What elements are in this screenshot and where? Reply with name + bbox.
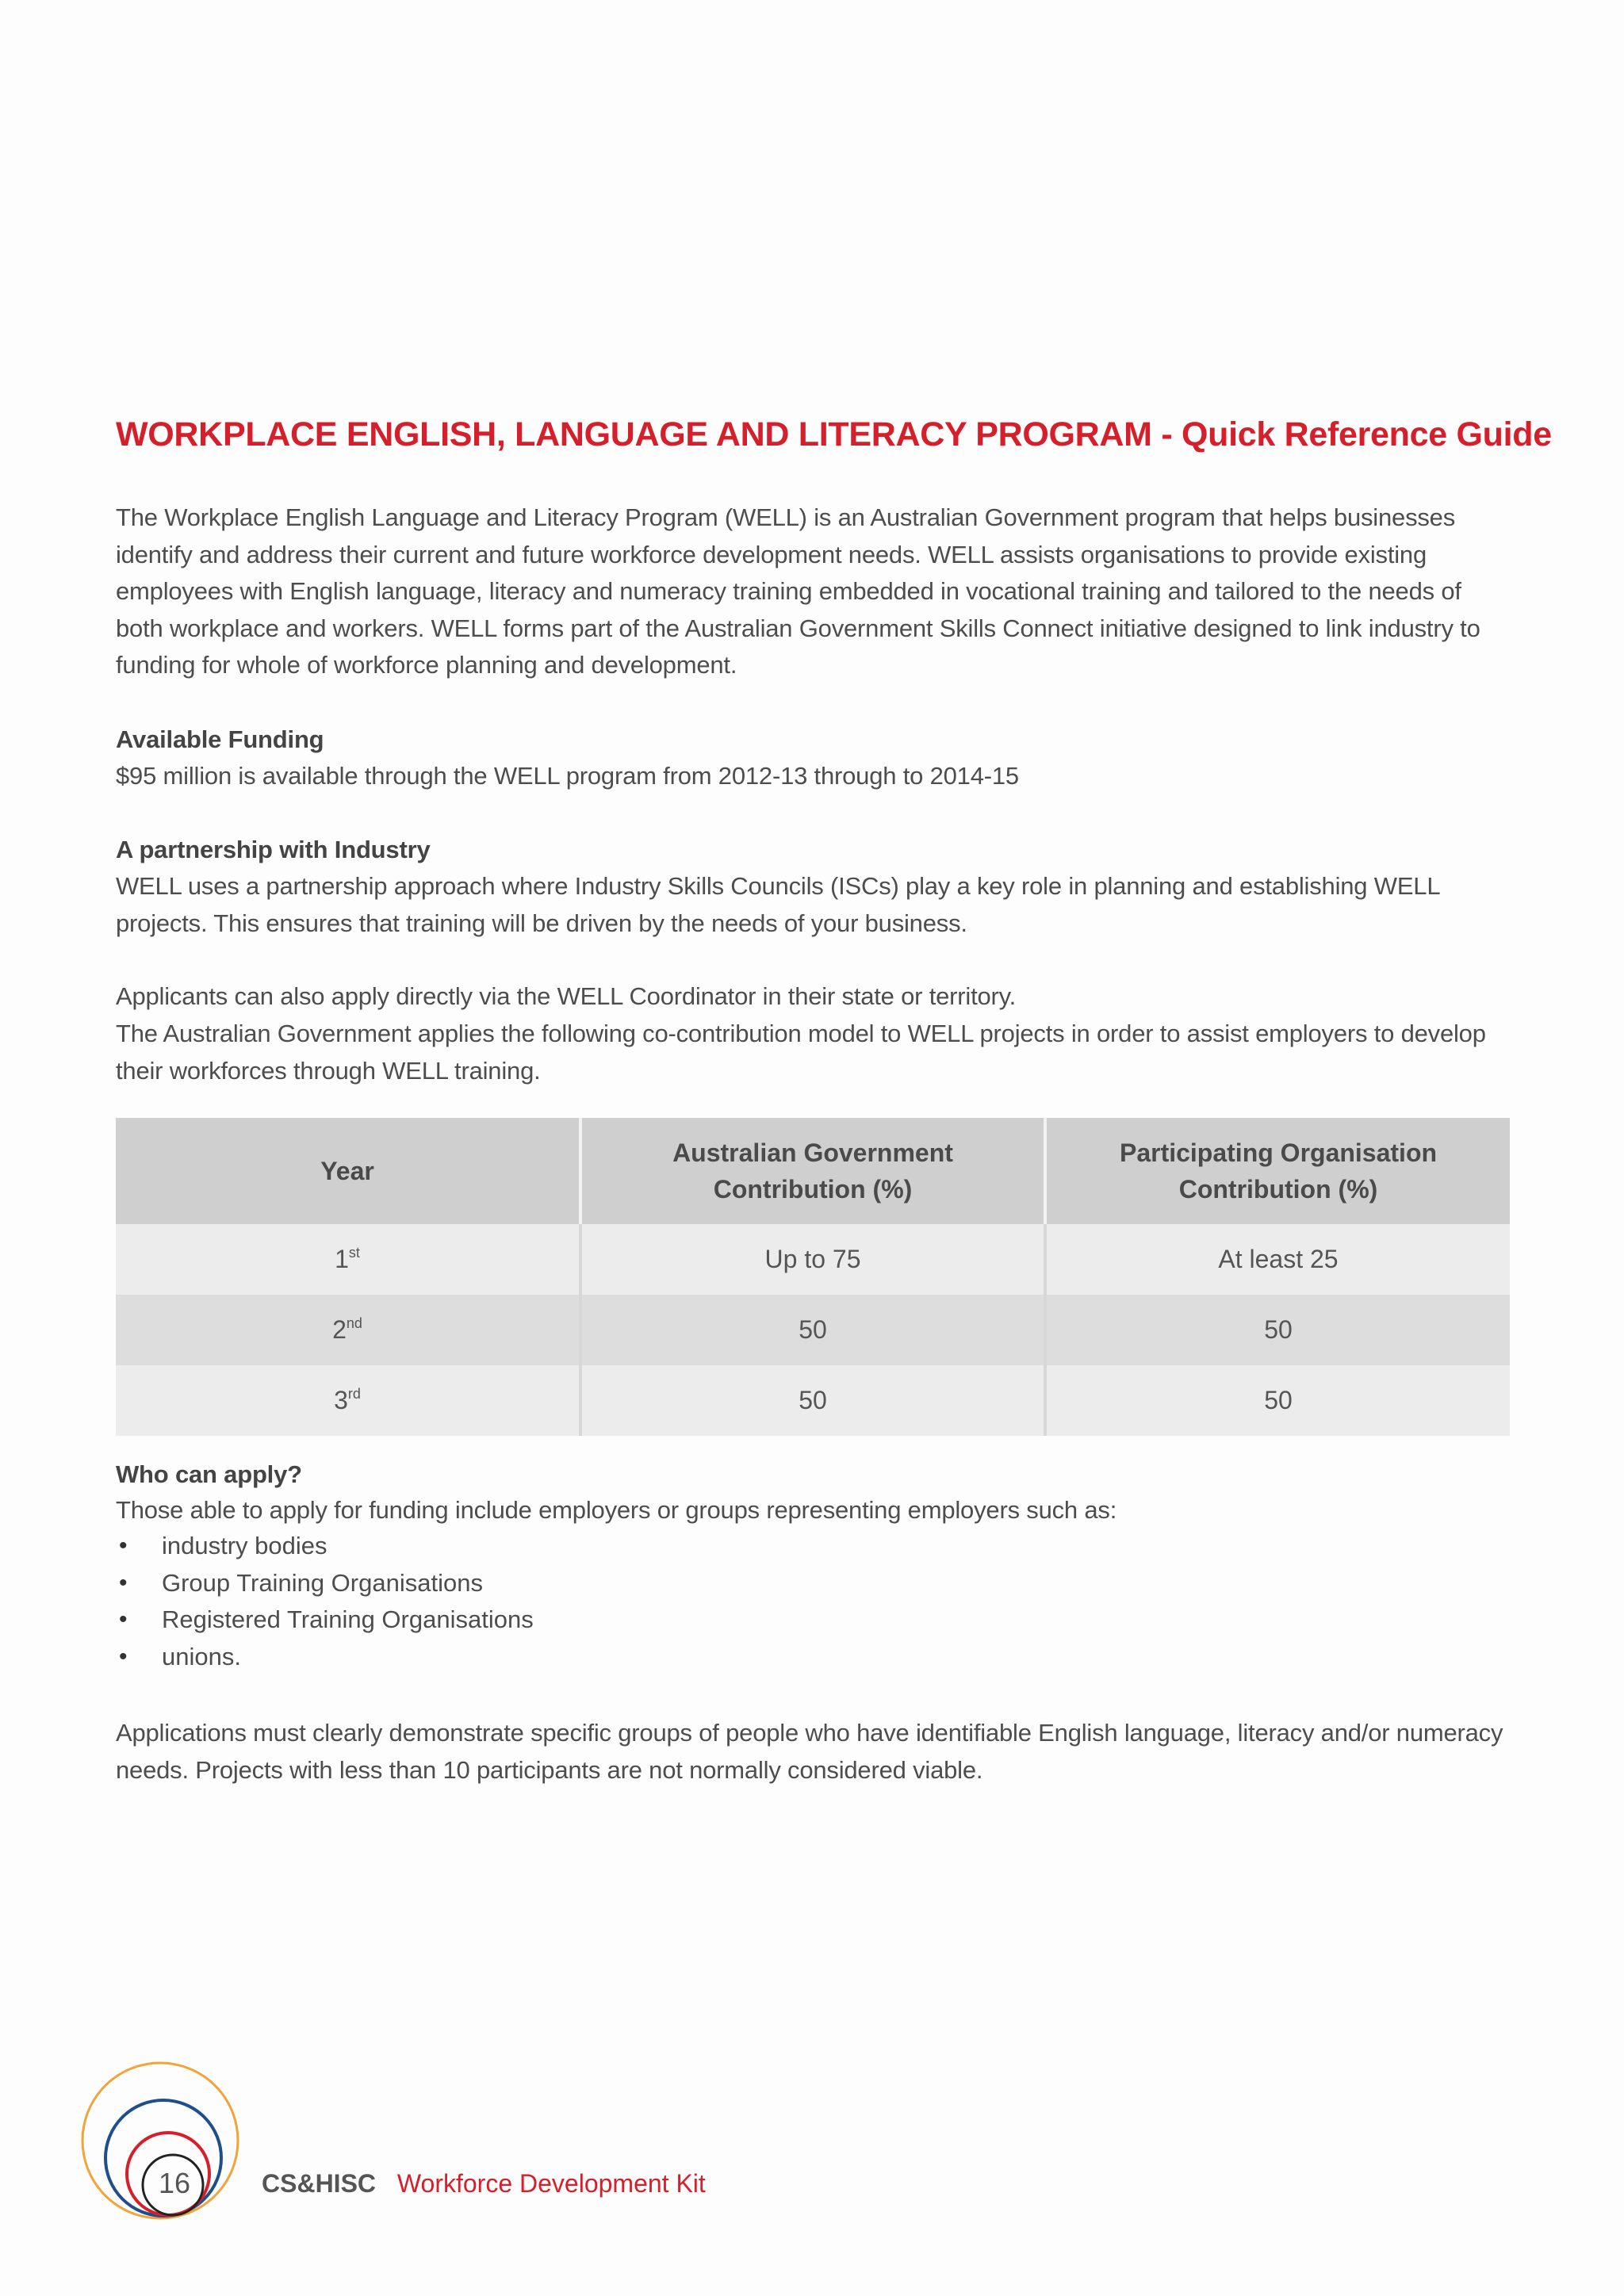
who-text: Those able to apply for funding include employers or groups representing employers such as: [116,1496,1117,1524]
table-row [116,1295,1510,1365]
table-row [116,1224,1510,1295]
funding-text: $95 million is available through the WELL program from 2012-13 through to 2014-15 [116,762,1019,790]
org-cell: At least 25 [1045,1224,1510,1295]
year-cell: 2nd [116,1295,580,1365]
header-gov-contribution: Australian Government Contribution (%) [580,1118,1045,1224]
gov-cell: 50 [580,1295,1045,1365]
list-item: • unions. [116,1639,534,1676]
year-cell: 3rd [116,1365,580,1436]
funding-heading: Available Funding [116,725,324,753]
org-cell: 50 [1045,1295,1510,1365]
list-item: • Group Training Organisations [116,1565,534,1602]
page-title: WORKPLACE ENGLISH, LANGUAGE AND LITERACY PROGRAM - Quick Reference Guide [116,415,1552,453]
list-item: • industry bodies [116,1528,534,1565]
contribution-table [116,1118,1510,1436]
header-org-contribution: Participating Organisation Contribution (%) [1045,1118,1510,1224]
gov-cell: 50 [580,1365,1045,1436]
footer [262,2169,706,2198]
year-cell: 1st [116,1224,580,1295]
model-text: The Australian Government applies the following co-contribution model to WELL projects in order to assist employers to develop their workforces through WELL training. [116,1020,1486,1085]
circles-logo-icon [76,2055,251,2229]
footer-kit-title: Workforce Development Kit [396,2169,706,2198]
intro-paragraph: The Workplace English Language and Literacy Program (WELL) is an Australian Government program that helps businesses identify and address their current and future workforce development needs. WELL assists organisations to provide existing employees with English language, literacy and numeracy training embedded in vocational training and tailored to the needs of both workplace and workers. WELL forms part of the Australian Government Skills Connect initiative designed to link industry to funding for whole of workforce planning and development. [116,503,1480,679]
page-number: 16 [158,2167,191,2199]
footer-org: CS&HISC [262,2169,377,2198]
partnership-text: WELL uses a partnership approach where Industry Skills Councils (ISCs) play a key role in planning and establishing WELL projects. This ensures that training will be driven by the needs of your business. [116,872,1440,937]
apply-direct-text: Applicants can also apply directly via the WELL Coordinator in their state or territory. [116,982,1017,1010]
table-header-row [116,1118,1510,1224]
table-row [116,1365,1510,1436]
list-item: • Registered Training Organisations [116,1601,534,1639]
applicant-list [116,1528,534,1675]
org-cell: 50 [1045,1365,1510,1436]
partnership-heading: A partnership with Industry [116,836,431,863]
who-heading: Who can apply? [116,1460,302,1488]
header-year: Year [116,1118,580,1224]
closing-paragraph: Applications must clearly demonstrate specific groups of people who have identifiable English language, literacy and/or numeracy needs. Projects with less than 10 participants are not normally considered viable. [116,1719,1503,1784]
gov-cell: Up to 75 [580,1224,1045,1295]
